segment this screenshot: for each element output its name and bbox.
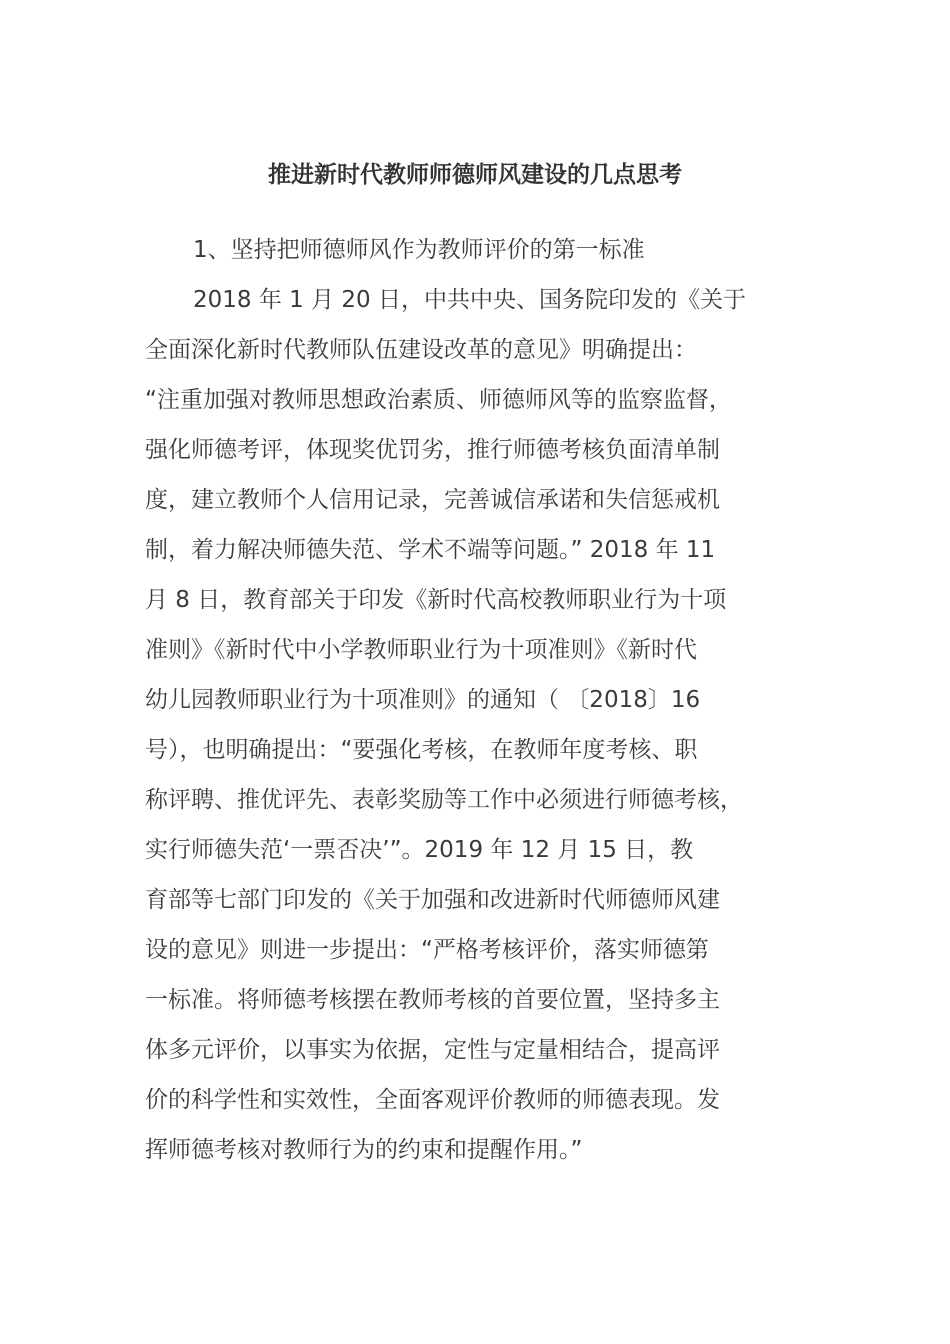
paragraph-line: 准则》《新时代中小学教师职业行为十项准则》《新时代 (145, 637, 697, 663)
paragraph-line: 价的科学性和实效性，全面客观评价教师的师德表现。发 (145, 1087, 720, 1113)
paragraph-line: “注重加强对教师思想政治素质、师德师风等的监察监督， (145, 387, 732, 413)
paragraph-line: 幼儿园教师职业行为十项准则》的通知（ 〔2018〕16 (145, 687, 701, 713)
paragraph-line: 挥师德考核对教师行为的约束和提醒作用。” (145, 1137, 583, 1163)
paragraph-line: 月 8 日，教育部关于印发《新时代高校教师职业行为十项 (145, 587, 727, 613)
paragraph-line: 2018 年 1 月 20 日，中共中央、国务院印发的《关于 (193, 287, 746, 313)
paragraph-line: 设的意见》则进一步提出：“严格考核评价，落实师德第 (145, 937, 709, 963)
paragraph-line: 育部等七部门印发的《关于加强和改进新时代师德师风建 (145, 887, 720, 913)
section-heading: 1、坚持把师德师风作为教师评价的第一标准 (193, 237, 645, 263)
paragraph-line: 体多元评价，以事实为依据，定性与定量相结合，提高评 (145, 1037, 720, 1063)
paragraph-line: 制，着力解决师德失范、学术不端等问题。” 2018 年 11 (145, 537, 716, 563)
document-title: 推进新时代教师师德师风建设的几点思考 (268, 162, 682, 188)
paragraph-line: 一标准。将师德考核摆在教师考核的首要位置，坚持多主 (145, 987, 720, 1013)
paragraph-line: 强化师德考评，体现奖优罚劣，推行师德考核负面清单制 (145, 437, 720, 463)
paragraph-line: 实行师德失范‘一票否决’”。2019 年 12 月 15 日，教 (145, 837, 694, 863)
paragraph-line: 号），也明确提出：“要强化考核，在教师年度考核、职 (145, 737, 698, 763)
paragraph-line: 全面深化新时代教师队伍建设改革的意见》明确提出： (145, 337, 697, 363)
paragraph-line: 度，建立教师个人信用记录，完善诚信承诺和失信惩戒机 (145, 487, 720, 513)
paragraph-line: 称评聘、推优评先、表彰奖励等工作中必须进行师德考核， (145, 787, 743, 813)
